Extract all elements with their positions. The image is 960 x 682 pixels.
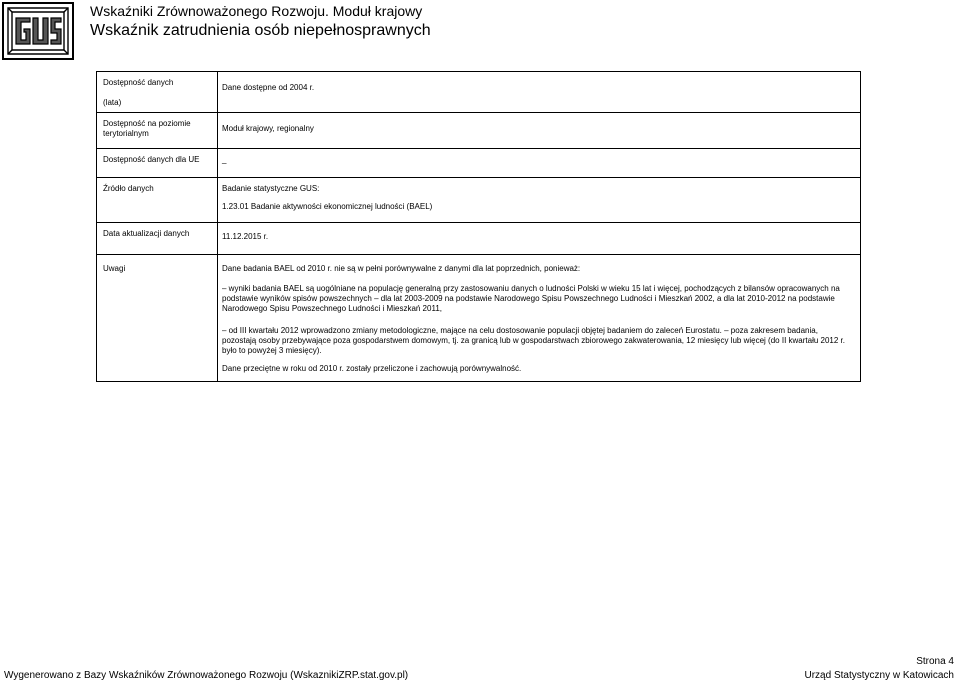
page-number: Strona 4 <box>916 656 954 667</box>
notes-label: Uwagi <box>97 255 218 382</box>
footer-source: Wygenerowano z Bazy Wskaźników Zrównoważonego Rozwoju (WskaznikiZRP.stat.gov.pl) <box>4 670 409 681</box>
gus-logo <box>2 2 74 60</box>
notes-paragraph-3: – od III kwartału 2012 wprowadzono zmiany metodologiczne, mające na celu dostosowanie populacji objętej badaniem do zaleceń Eurostatu. – poza zakresem badania, pozostają osoby przebywające poza gospodarstwem domowym, tj. za granicą lub w gospodarstwach zbiorowego zakwaterowania, 12 miesięcy lub więcej (do II kwartału 2012 r. było to powyżej 3 miesięcy). <box>222 326 845 355</box>
territorial-label: Dostępność na poziomie terytorialnym <box>97 113 218 149</box>
notes-paragraph-1: Dane badania BAEL od 2010 r. nie są w pełni porównywalne z danymi dla lat poprzednich, ponieważ: <box>222 264 581 273</box>
availability-value: Dane dostępne od 2004 r. <box>218 72 861 113</box>
update-value: 11.12.2015 r. <box>218 223 861 255</box>
update-label: Data aktualizacji danych <box>97 223 218 255</box>
row-availability <box>97 72 861 113</box>
availability-label: Dostępność danych (lata) <box>97 72 218 113</box>
metadata-table <box>96 71 861 382</box>
row-territorial <box>97 113 861 149</box>
row-notes <box>97 255 861 382</box>
row-eu <box>97 149 861 178</box>
source-label: Źródło danych <box>97 178 218 223</box>
source-value: Badanie statystyczne GUS: 1.23.01 Badanie aktywności ekonomicznej ludności (BAEL) <box>218 178 861 223</box>
header-indicator-title: Wskaźnik zatrudnienia osób niepełnosprawnych <box>90 22 431 39</box>
notes-paragraph-2: – wyniki badania BAEL są uogólniane na populację generalną przy zastosowaniu danych o ludności Polski w wieku 15 lat i więcej, pochodzących z bilansów opracowanych na podstawie wyników spisów powszechnych – dla lat 2003-2009 na podstawie Narodowego Spisu Powszechnego Ludności i Mieszkań 2002, a dla lat 2010-2012 na podstawie Narodowego Spisu Powszechnego Ludności i Mieszkań 2011, <box>222 284 840 313</box>
header-series-title: Wskaźniki Zrównoważonego Rozwoju. Moduł krajowy <box>90 3 423 19</box>
eu-value: _ <box>218 149 861 178</box>
row-update <box>97 223 861 255</box>
territorial-value: Moduł krajowy, regionalny <box>218 113 861 149</box>
notes-paragraph-4: Dane przeciętne w roku od 2010 r. zostały przeliczone i zachowują porównywalność. <box>222 364 522 373</box>
eu-label: Dostępność danych dla UE <box>97 149 218 178</box>
notes-value <box>218 255 861 382</box>
footer-office: Urząd Statystyczny w Katowicach <box>804 670 954 681</box>
row-source <box>97 178 861 223</box>
